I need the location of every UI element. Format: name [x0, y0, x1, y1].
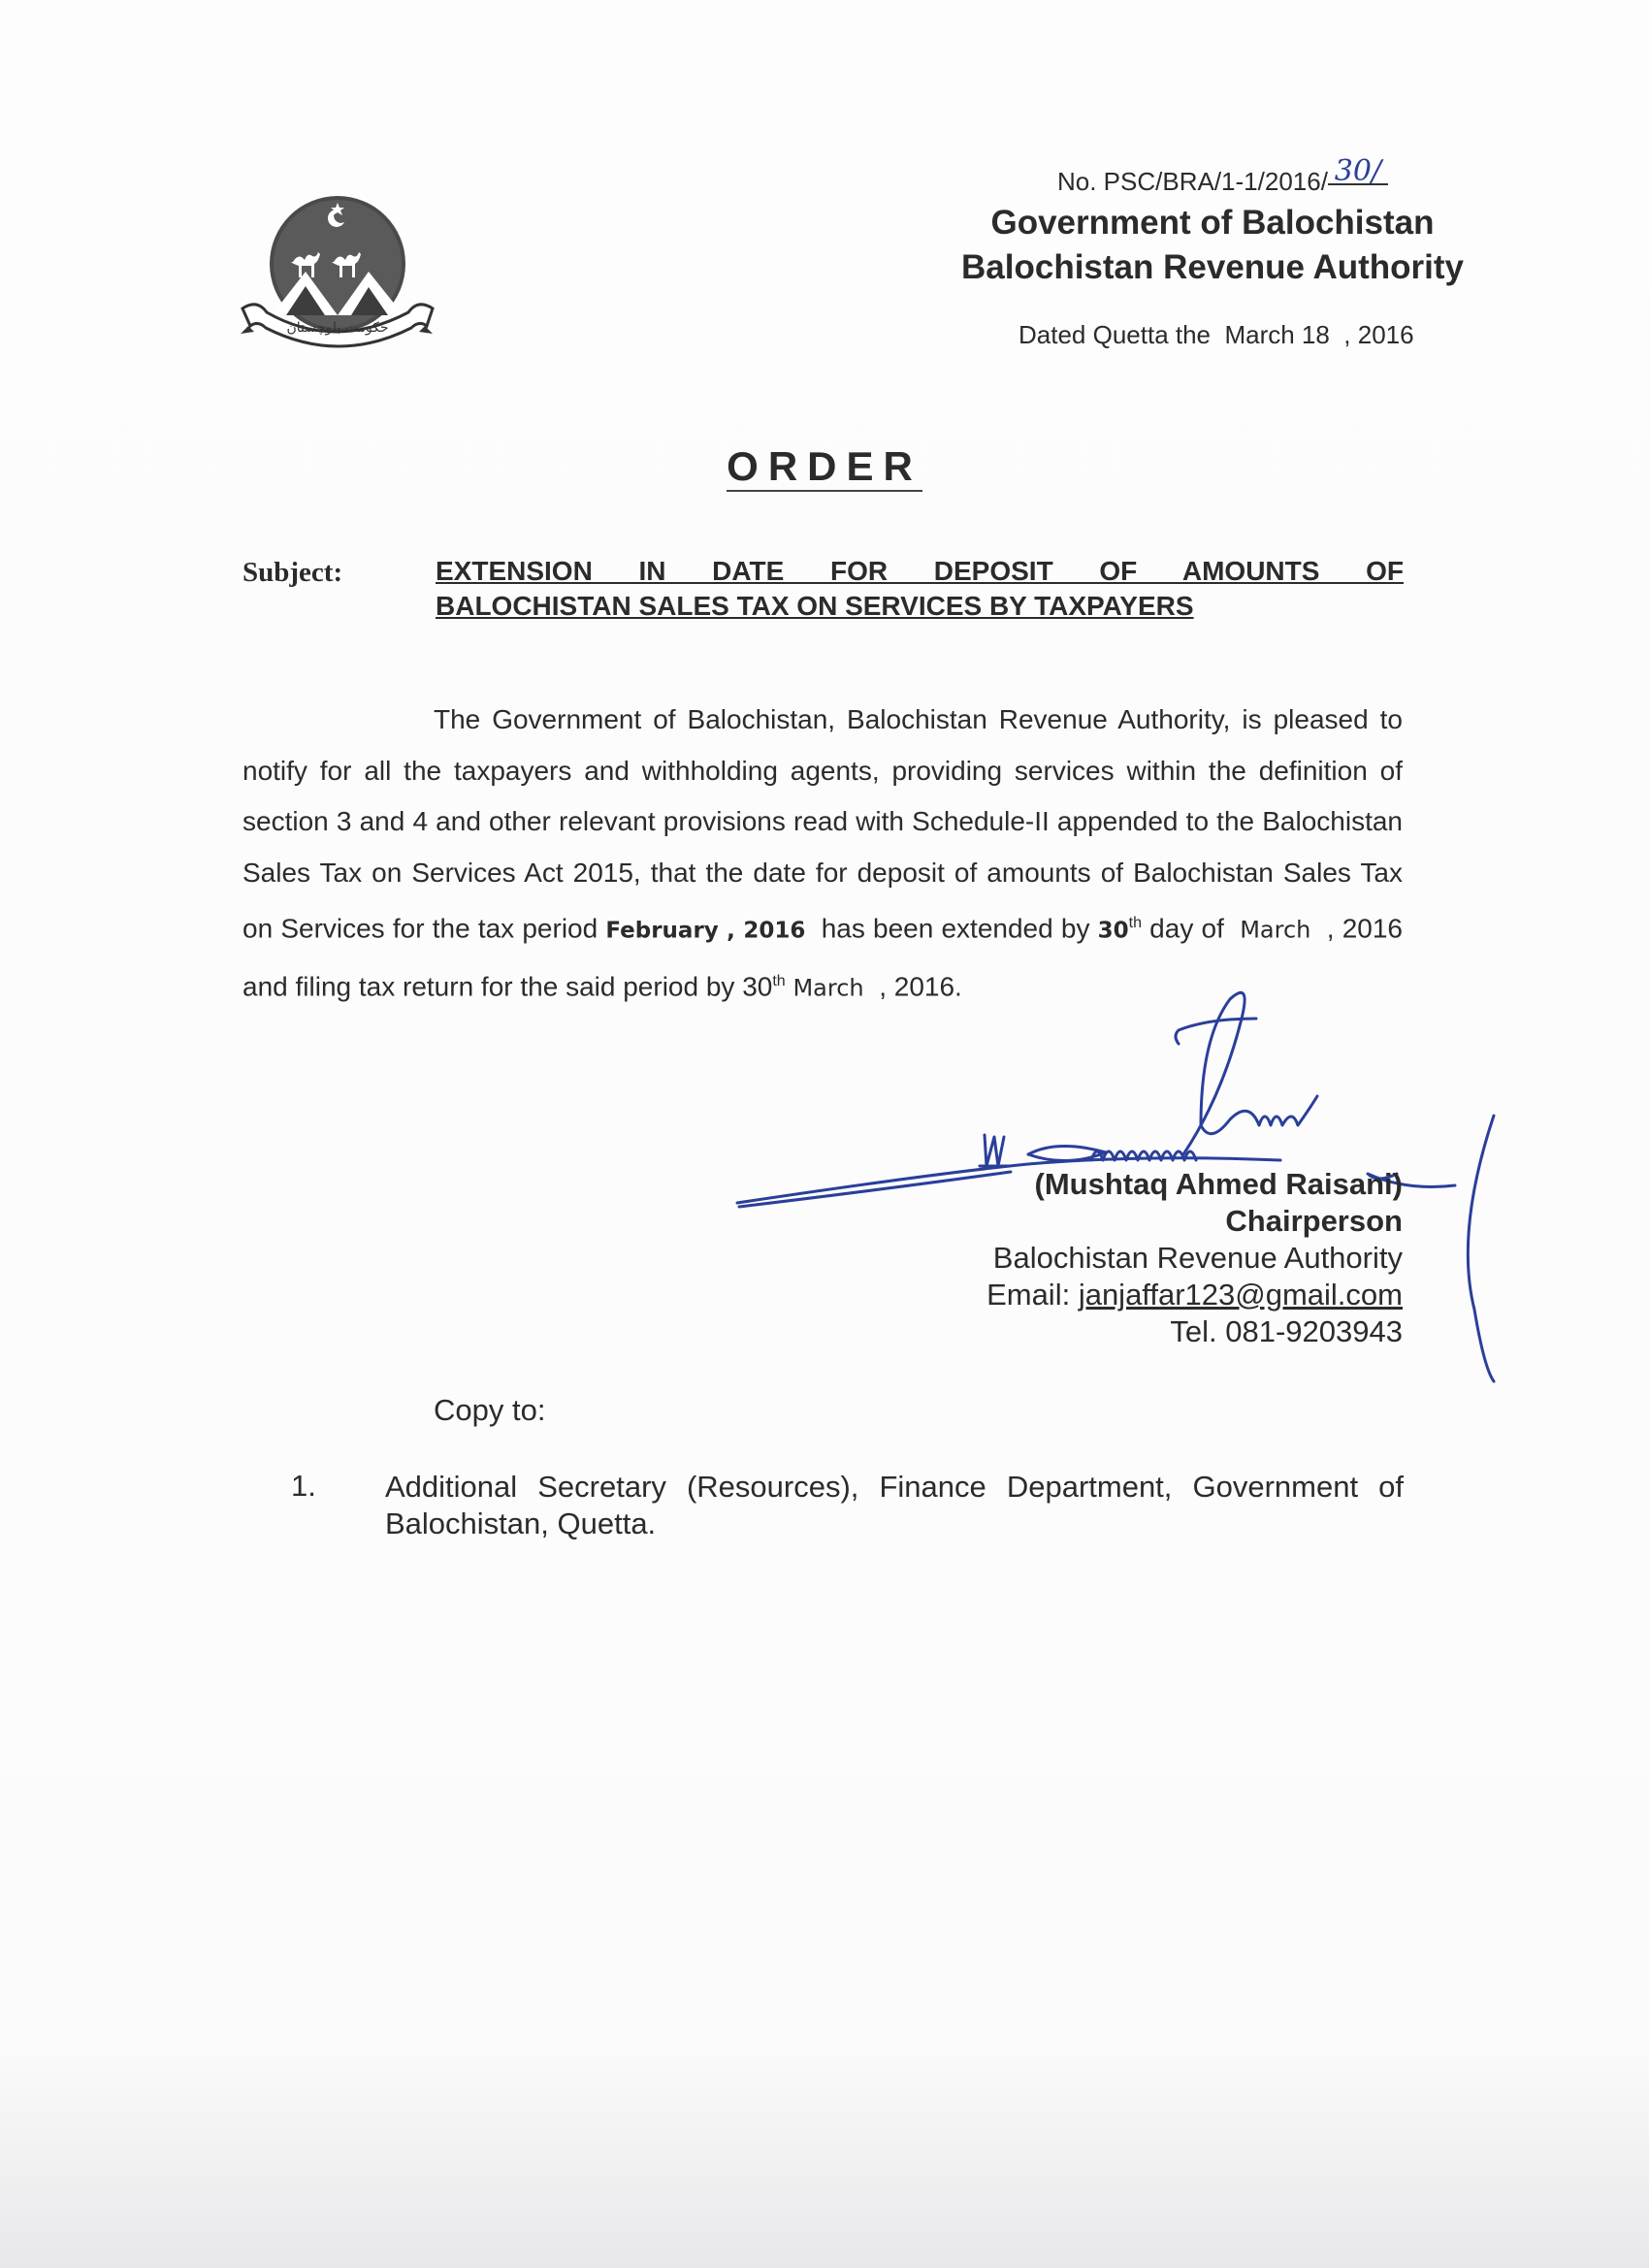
- filing-day: 30: [742, 971, 773, 1002]
- government-name: Government of Balochistan: [990, 204, 1435, 242]
- email-label: Email:: [986, 1278, 1079, 1312]
- signatory-designation: Chairperson: [1225, 1204, 1403, 1238]
- filing-month: March: [792, 974, 864, 1002]
- body-text-2: has been extended by: [805, 913, 1098, 944]
- reference-prefix: No. PSC/BRA/1-1/2016/: [1057, 167, 1328, 196]
- copy-to-label: Copy to:: [434, 1393, 546, 1427]
- reference-number: [1057, 154, 1388, 197]
- subject-line-2: BALOCHISTAN SALES TAX ON SERVICES BY TAXPAYERS: [436, 591, 1194, 621]
- tax-period: February , 2016: [605, 918, 806, 944]
- government-of-balochistan-emblem-icon: [233, 194, 446, 378]
- body-text-4: , 2016 and filing tax return for the said period by: [242, 913, 1410, 1002]
- reference-handwritten-number: 30/: [1328, 160, 1388, 185]
- authority-name: Balochistan Revenue Authority: [961, 248, 1464, 286]
- document-title: [601, 443, 1048, 490]
- signatory-telephone: Tel. 081-9203943: [1170, 1314, 1403, 1348]
- signatory-block: [834, 1166, 1403, 1350]
- document-title-text: ORDER: [727, 443, 922, 492]
- subject-label: Subject:: [242, 557, 343, 588]
- body-text-3: day of: [1142, 913, 1241, 944]
- copy-to-item-text: Additional Secretary (Resources), Finance Department, Government of Balochistan, Quetta.: [385, 1470, 1404, 1540]
- email-link[interactable]: janjaffar123@gmail.com: [1078, 1278, 1403, 1312]
- dated-line: Dated Quetta the March 18 , 2016: [1018, 320, 1414, 349]
- subject-text: [436, 554, 1404, 624]
- extended-month: March: [1240, 916, 1311, 944]
- signatory-organization: Balochistan Revenue Authority: [992, 1241, 1403, 1275]
- body-paragraph: [242, 695, 1410, 1014]
- signatory-name: (Mushtaq Ahmed Raisani): [1034, 1167, 1403, 1201]
- extended-day-suffix: th: [1128, 915, 1142, 931]
- body-text-1: The Government of Balochistan, Balochistan Revenue Authority, is pleased to notify for all the taxpayers and withholding agents, providing services within the definition of section 3 and 4 and other relevant provisions read with Schedule-II appended to the Balochistan Sales Tax on Services Act 2015, that the date for deposit of amounts of Balochistan Sales Tax on Services for the tax period: [242, 704, 1410, 944]
- extended-day: 30: [1097, 918, 1129, 944]
- emblem-banner-text: حکومت بلوچستان: [286, 320, 389, 336]
- signatory-email-line: [834, 1277, 1403, 1313]
- filing-day-suffix: th: [772, 972, 786, 989]
- subject-line-1: EXTENSION IN DATE FOR DEPOSIT OF AMOUNTS OF: [436, 556, 1404, 586]
- copy-to-item-number: 1.: [291, 1469, 316, 1503]
- body-text-6: , 2016.: [863, 971, 962, 1002]
